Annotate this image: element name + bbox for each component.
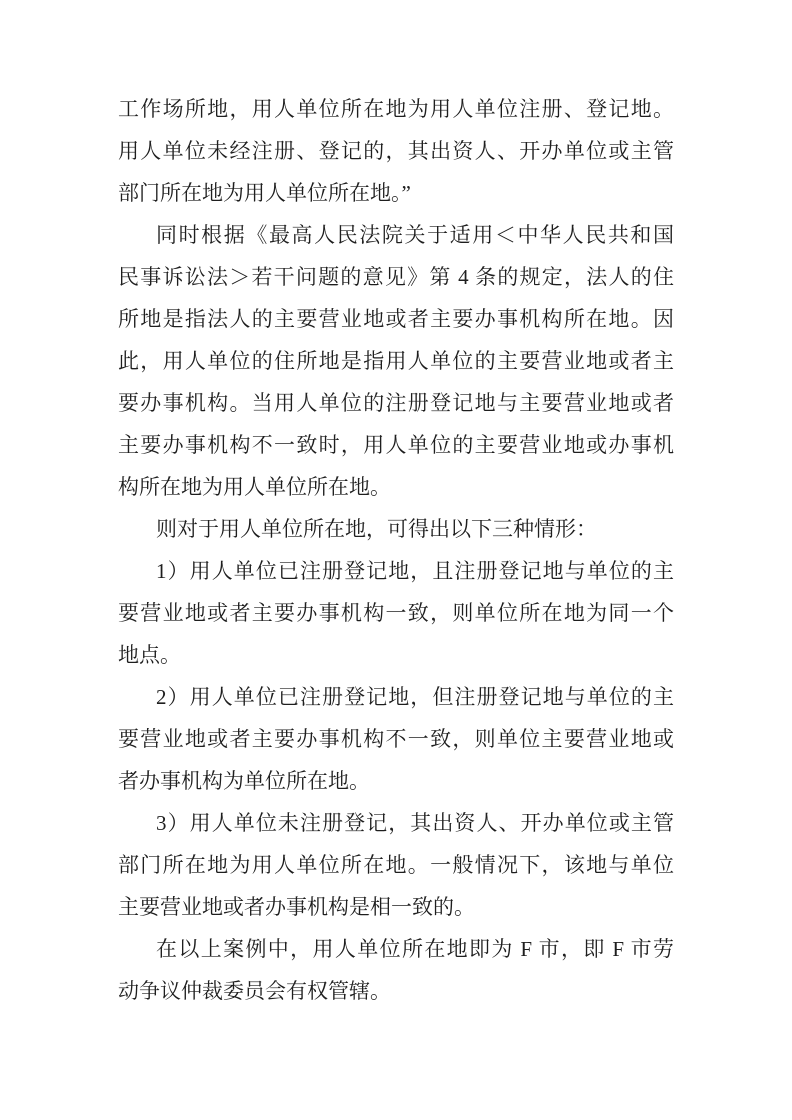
document-body	[118, 88, 674, 1012]
text-line: 2）用人单位已注册登记地，但注册登记地与单位的主	[156, 685, 674, 709]
text-line: 用人单位未经注册、登记的，其出资人、开办单位或主管	[118, 139, 674, 163]
paragraph	[118, 676, 674, 802]
text-line: 动争议仲裁委员会有权管辖。	[118, 979, 391, 1003]
text-line: 3）用人单位未注册登记，其出资人、开办单位或主管	[156, 811, 674, 835]
paragraph	[118, 550, 674, 676]
text-line: 则对于用人单位所在地，可得出以下三种情形：	[156, 517, 597, 541]
text-line: 部门所在地为用人单位所在地。一般情况下，该地与单位	[118, 853, 674, 877]
text-line: 要营业地或者主要办事机构不一致，则单位主要营业地或	[118, 727, 674, 751]
text-line: 1）用人单位已注册登记地，且注册登记地与单位的主	[156, 559, 674, 583]
paragraph	[118, 928, 674, 1012]
text-line: 者办事机构为单位所在地。	[118, 769, 370, 793]
text-line: 主要办事机构不一致时，用人单位的主要营业地或办事机	[118, 433, 674, 457]
paragraph	[118, 214, 674, 508]
paragraph	[118, 802, 674, 928]
text-line: 主要营业地或者办事机构是相一致的。	[118, 895, 475, 919]
text-line: 构所在地为用人单位所在地。	[118, 475, 391, 499]
text-line: 部门所在地为用人单位所在地。”	[118, 181, 411, 205]
text-line: 所地是指法人的主要营业地或者主要办事机构所在地。因	[118, 307, 674, 331]
text-line: 要办事机构。当用人单位的注册登记地与主要营业地或者	[118, 391, 674, 415]
text-line: 地点。	[118, 643, 181, 667]
text-line: 要营业地或者主要办事机构一致，则单位所在地为同一个	[118, 601, 674, 625]
text-line: 在以上案例中，用人单位所在地即为 F 市，即 F 市劳	[156, 937, 674, 961]
paragraph	[118, 88, 674, 214]
text-line: 同时根据《最高人民法院关于适用＜中华人民共和国	[156, 223, 674, 247]
text-line: 工作场所地，用人单位所在地为用人单位注册、登记地。	[118, 97, 674, 121]
paragraph	[118, 508, 674, 550]
text-line: 民事诉讼法＞若干问题的意见》第 4 条的规定，法人的住	[118, 265, 674, 289]
text-line: 此，用人单位的住所地是指用人单位的主要营业地或者主	[118, 349, 674, 373]
